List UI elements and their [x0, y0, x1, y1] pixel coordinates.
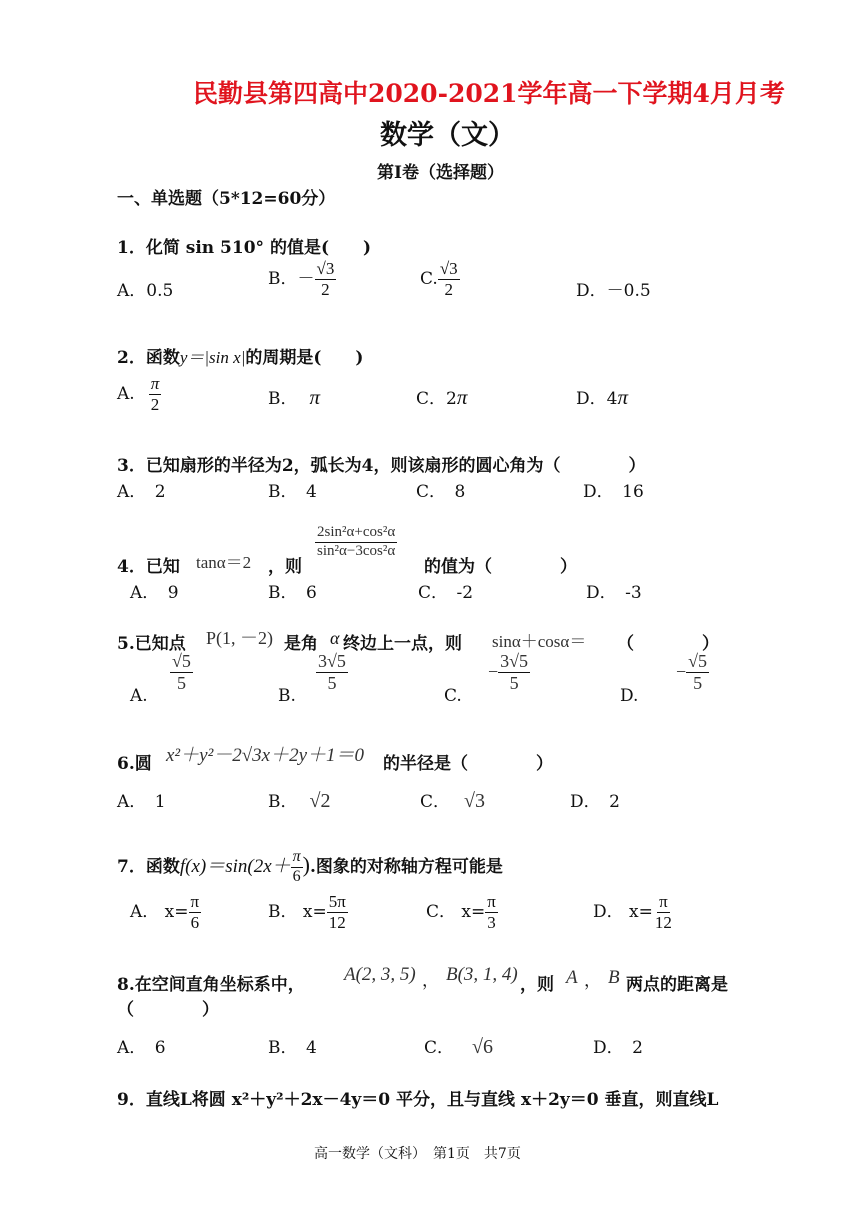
q2-option-d: D．4π: [576, 385, 628, 409]
q8-comma: ，: [422, 971, 439, 990]
question-8-paren: （ ）: [117, 1000, 219, 1020]
question-5-mid: 是角: [284, 634, 318, 654]
q1-option-b: B．－ $\frac{√3}{2}$: [268, 259, 335, 299]
question-9-stem: 9．直线L将圆 x²＋y²＋2x－4y＝0 平分，且与直线 x＋2y＝0 垂直，则直线L: [117, 1090, 719, 1110]
q2-option-b: B． π: [268, 385, 321, 409]
exam-title: 民勤县第四高中2020-2021学年高一下学期4月月考: [193, 79, 785, 108]
question-5-mid2: 终边上一点，则: [343, 634, 462, 654]
question-8-prefix: 8.在空间直角坐标系中，: [117, 975, 305, 995]
q5-expression: sinα＋cosα＝: [492, 632, 587, 651]
q1-option-c: C. $\frac{√3}{2}$: [420, 259, 458, 299]
question-6-suffix: 的半径是（ ）: [383, 754, 553, 774]
q2-formula: y＝|sin x|: [179, 348, 246, 367]
q8-point-b: B(3, 1, 4): [446, 964, 518, 985]
q3-option-d: D． 16: [583, 482, 644, 502]
q4-option-b: B． 6: [268, 583, 317, 603]
question-4-suffix: 的值为（ ）: [424, 557, 577, 577]
question-8-suffix: 两点的距离是: [626, 975, 728, 995]
q8-option-b: B． 4: [268, 1038, 317, 1058]
q6-option-b: B． √2: [268, 790, 331, 812]
q2-option-a: A. $\frac{\pi}{2}$: [117, 374, 160, 414]
q5-option-b-value: $\frac{3√5}{5}$: [318, 651, 346, 693]
q5-option-a-value: $\frac{√5}{5}$: [172, 651, 191, 693]
q5-point: P(1, －2): [206, 628, 273, 648]
q1-option-a: A．0.5: [117, 281, 174, 301]
q5-option-d-label: D.: [620, 686, 639, 706]
q8-option-a: A． 6: [117, 1038, 166, 1058]
q5-option-d-value: − $\frac{√5}{5}$: [676, 651, 708, 693]
q4-condition: tanα＝2: [196, 553, 252, 572]
question-1-stem: 1．化简 sin 510° 的值是( ): [117, 238, 372, 258]
q5-alpha: α: [330, 628, 340, 648]
q8-point-a: A(2, 3, 5): [344, 964, 416, 985]
q8-label-b: B: [608, 967, 620, 988]
q3-option-a: A． 2: [117, 482, 166, 502]
q6-equation: x²＋y²－2√3x＋2y＋1＝0: [166, 745, 365, 766]
q4-option-d: D． -3: [586, 583, 642, 603]
question-3-stem: 3．已知扇形的半径为2，弧长为4，则该扇形的圆心角为（ ）: [117, 456, 646, 476]
question-6-prefix: 6.圆: [117, 754, 152, 774]
q5-option-b-label: B.: [278, 686, 296, 706]
q8-option-c: C． √6: [424, 1036, 493, 1058]
q4-option-c: C． -2: [418, 583, 474, 603]
question-4-prefix: 4．已知: [117, 557, 180, 577]
q5-option-a-label: A.: [130, 686, 148, 706]
question-7-stem: 7．函数f(x)＝sin(2x＋ $\frac{\pi}{6}$ ).图象的对称轴方程可能是: [117, 848, 503, 885]
q7-option-c: C． x= $\frac{\pi}{3}$: [426, 892, 496, 932]
q3-option-c: C． 8: [416, 482, 466, 502]
question-4-mid: ，则: [268, 557, 302, 577]
q6-option-d: D． 2: [570, 792, 620, 812]
q8-comma-2: ，: [584, 971, 601, 990]
q6-option-a: A． 1: [117, 792, 166, 812]
question-8-mid: ，则: [520, 975, 554, 995]
q7-option-a: A． x= $\frac{\pi}{6}$: [130, 892, 200, 932]
q1-option-d: D．－0.5: [576, 281, 651, 301]
question-5-suffix: （ ）: [617, 634, 719, 654]
q5-option-c-value: − $\frac{3√5}{5}$: [488, 651, 529, 693]
section-heading: 一、单选题（5*12=60分）: [117, 189, 336, 209]
question-5-prefix: 5.已知点: [117, 634, 186, 654]
subject-title: 数学（文）: [380, 120, 515, 151]
q5-option-c-label: C.: [444, 686, 462, 706]
q6-option-c: C． √3: [420, 790, 485, 812]
question-2-stem: 2．函数y＝|sin x|的周期是( ): [117, 348, 364, 368]
q4-fraction: $\frac{\text{2sin²α+cos²α}}{\text{sin²α−3cos²α}}$: [317, 524, 396, 559]
volume-label: 第Ⅰ卷（选择题）: [377, 163, 504, 183]
q7-option-d: D． x= $\frac{\pi}{12}$: [593, 892, 672, 932]
q2-option-c: C．2π: [416, 385, 468, 409]
q7-option-b: B． x= $\frac{5\pi}{12}$: [268, 892, 346, 932]
q3-option-b: B． 4: [268, 482, 317, 502]
q8-option-d: D． 2: [593, 1038, 643, 1058]
page-footer: 高一数学（文科） 第1页 共7页: [314, 1146, 521, 1162]
q4-option-a: A． 9: [130, 583, 179, 603]
q8-label-a: A: [566, 967, 578, 988]
